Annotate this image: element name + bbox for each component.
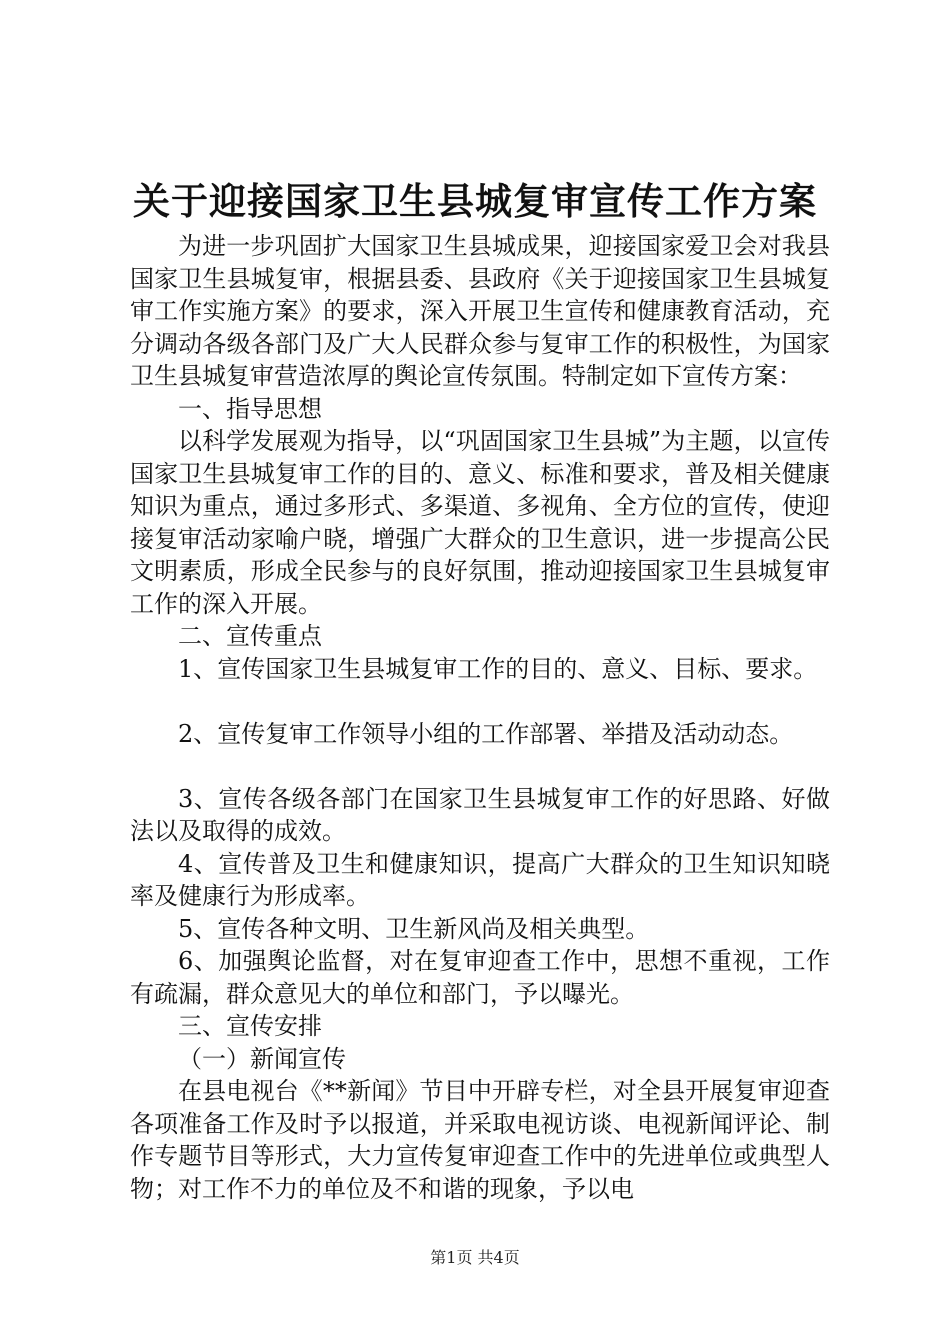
news-publicity-paragraph: 在县电视台《**新闻》节目中开辟专栏，对全县开展复审迎查各项准备工作及时予以报道，并采取电视访谈、电视新闻评论、制作专题节目等形式，大力宣传复审迎查工作中的先进单位或典型人物；对工作不力的单位及不和谐的现象，予以电 bbox=[130, 1077, 830, 1203]
focus-point-2: 2、宣传复审工作领导小组的工作部署、举措及活动动态。 bbox=[178, 719, 794, 748]
focus-point-4: 4、宣传普及卫生和健康知识，提高广大群众的卫生知识知晓率及健康行为形成率。 bbox=[130, 849, 830, 910]
focus-point-1: 1、宣传国家卫生县城复审工作的目的、意义、目标、要求。 bbox=[178, 654, 818, 683]
section-heading-guiding-ideology: 一、指导思想 bbox=[178, 394, 322, 423]
guiding-ideology-paragraph: 以科学发展观为指导，以“巩固国家卫生县城”为主题，以宣传国家卫生县城复审工作的目的、意义、标准和要求，普及相关健康知识为重点，通过多形式、多渠道、多视角、全方位的宣传，使迎接复审活动家喻户晓，增强广大群众的卫生意识，进一步提高公民文明素质，形成全民参与的良好氛围，推动迎接国家卫生县城复审工作的深入开展。 bbox=[130, 427, 830, 618]
page-footer: 第1页 共4页 bbox=[430, 1248, 520, 1267]
intro-paragraph: 为进一步巩固扩大国家卫生县城成果，迎接国家爱卫会对我县国家卫生县城复审，根据县委、县政府《关于迎接国家卫生县城复审工作实施方案》的要求，深入开展卫生宣传和健康教育活动，充分调动各级各部门及广大人民群众参与复审工作的积极性，为国家卫生县城复审营造浓厚的舆论宣传氛围。特制定如下宣传方案： bbox=[130, 232, 830, 390]
section-heading-publicity-focus: 二、宣传重点 bbox=[178, 622, 322, 650]
section-heading-arrangement: 三、宣传安排 bbox=[178, 1012, 322, 1040]
document-title: 关于迎接国家卫生县城复审宣传工作方案 bbox=[133, 180, 817, 223]
subsection-heading-news: （一）新闻宣传 bbox=[178, 1044, 346, 1073]
focus-point-5: 5、宣传各种文明、卫生新风尚及相关典型。 bbox=[178, 914, 650, 943]
focus-point-3: 3、宣传各级各部门在国家卫生县城复审工作的好思路、好做法以及取得的成效。 bbox=[130, 784, 830, 845]
focus-point-6: 6、加强舆论监督，对在复审迎查工作中，思想不重视，工作有疏漏，群众意见大的单位和部门，予以曝光。 bbox=[130, 947, 830, 1008]
document-body bbox=[130, 230, 830, 1205]
